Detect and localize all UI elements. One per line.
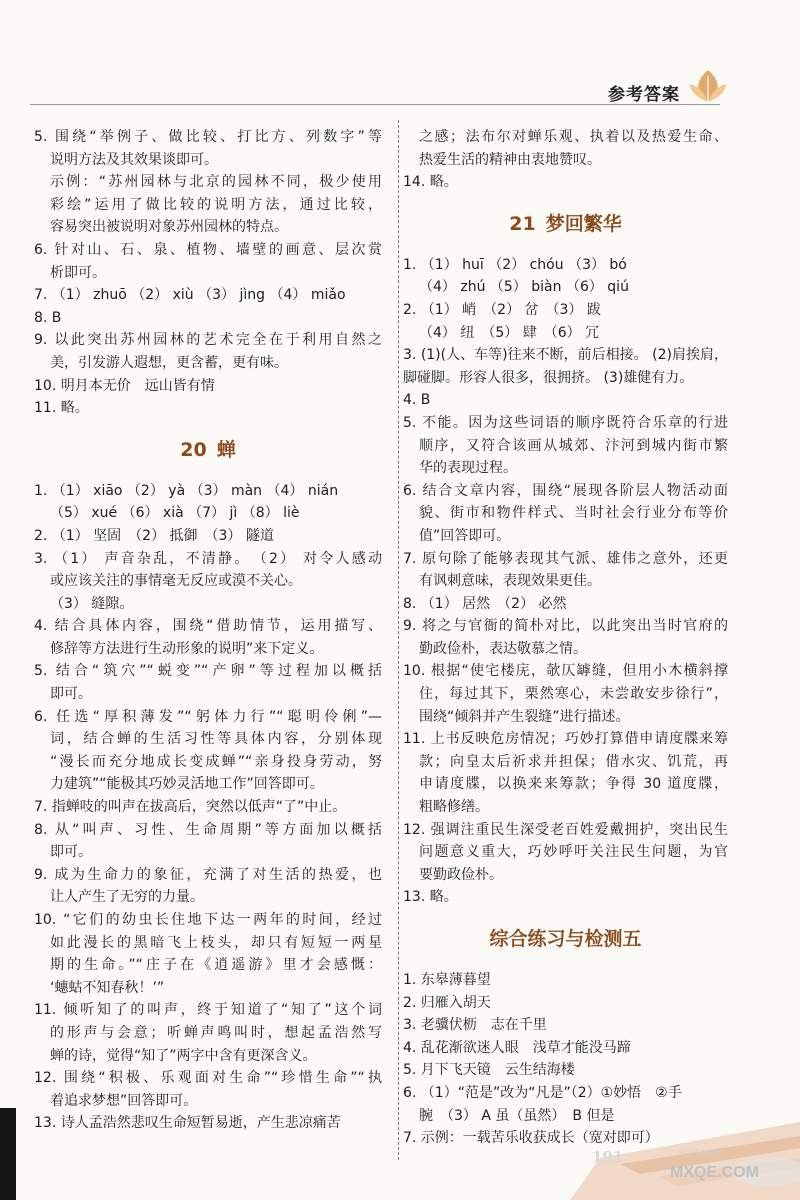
answer-line: 要勤政俭朴。 (419, 866, 503, 883)
answer-line: 6. （1）“范是”改为“凡是”（2）①妙悟 ②手 (403, 1084, 682, 1101)
answer-line: 1. 东皋薄暮望 (403, 972, 491, 988)
answer-line: 3. 老骥伏枥 志在千里 (403, 1017, 547, 1034)
answer-line: （3） 缝隙。 (50, 595, 134, 612)
answer-line: 8. 从“叫声、习性、生命周期”等方面加以概括 (34, 821, 382, 838)
answer-line: 蝉的诗，觉得“知了”两字中含有更深含义。 (50, 1047, 317, 1064)
answer-line: 问题意义重大，巧妙呼吁关注民生问题，为官 (419, 844, 728, 861)
answer-line: 5. 围绕“举例子、做比较、打比方、列数字”等 (34, 129, 382, 145)
header-rule (30, 104, 720, 105)
answer-line: 即可。 (50, 686, 92, 703)
answer-line: 14. 略。 (403, 174, 458, 191)
answer-line: 粗略修缮。 (419, 799, 489, 816)
answer-line: （4） zhú （5） biàn （6） qiú (419, 279, 629, 296)
answer-line: 说明方法及其效果谈即可。 (50, 151, 218, 168)
answer-line: 13. 略。 (403, 889, 458, 906)
footer-label: SUITANG (678, 1148, 721, 1158)
right-column (403, 126, 728, 1150)
section-number: 21 (509, 212, 536, 235)
section-number: 20 (180, 438, 207, 461)
answer-line: 9. 成为生命力的象征，充满了对生活的热爱，也 (34, 866, 382, 883)
answer-line: “漫长而充分地成长变成蝉”“亲身投身劳动，努 (50, 753, 382, 770)
answer-line: 修辞等方法进行生动形象的说明”来下定义。 (50, 640, 324, 657)
answer-line: 款；向皇太后祈求并担保；借水灾、饥荒，再 (419, 753, 728, 770)
answer-line: （4） 纽 （5） 肆 （6） 冗 (419, 324, 600, 341)
answer-line: 10. 明月本无价 远山皆有情 (34, 377, 215, 394)
answer-line: ‘蟪蛄不知春秋！’” (50, 979, 165, 996)
answer-line: 彩绘”运用了做比较的说明方法，通过比较， (50, 196, 382, 213)
answer-line: 5. 月下飞天镜 云生结海楼 (403, 1062, 575, 1079)
leaf-icon (688, 66, 728, 106)
answer-line: 之感；法布尔对蝉乐观、执着以及热爱生命、 (419, 129, 728, 145)
answer-line: 腕 （3） A 虽（虽然） B 但是 (419, 1107, 615, 1124)
answer-line: 3. (1)(人、车等)往来不断，前后相接。 (2)肩挨肩， (403, 347, 728, 364)
section-heading (403, 194, 728, 254)
answer-line: 2. 归雁入胡天 (403, 994, 491, 1011)
answer-line: 或应该关注的事情毫无反应或漠不关心。 (50, 573, 302, 590)
answer-line: 热爱生活的精神由衷地赞叹。 (419, 151, 601, 168)
answer-line: 华的表现过程。 (419, 460, 517, 477)
answer-line: 住，每过其下，栗然寒心，未尝敢安步徐行”， (419, 686, 728, 703)
answer-line: 貌、街市和物件样式、当时社会行业分布等价 (419, 505, 728, 522)
left-column (34, 126, 382, 1135)
answer-line: 1. （1） xiāo （2） yà （3） màn （4） nián (34, 482, 339, 499)
answer-line: 8. B (34, 309, 62, 326)
answer-line: 12. 围绕“积极、乐观面对生命”“珍惜生命”“执 (34, 1070, 382, 1087)
answer-line: 10. “它们的幼虫长住地下达一两年的时间，经过 (34, 912, 382, 928)
answer-line: 2. （1） 峭 （2） 岔 （3） 跋 (403, 301, 601, 318)
answer-line: 11. 倾听知了的叫声，终于知道了“知了”这个词 (34, 1002, 382, 1019)
answer-line: 9. 以此突出苏州园林的艺术完全在于利用自然之 (34, 332, 382, 349)
answer-line: （5） xué （6） xià （7） jì （8） liè (50, 505, 300, 522)
answer-line: 9. 将之与官衙的简朴对比，以此突出当时官府的 (403, 618, 728, 635)
answer-line: 让人产生了无穷的力量。 (50, 889, 204, 906)
section-heading (403, 909, 728, 969)
answer-line: 2. （1） 坚固 （2） 抵御 （3） 隧道 (34, 527, 274, 544)
section-title: 梦回繁华 (545, 212, 622, 235)
answer-line: 5. 不能。因为这些词语的顺序既符合乐章的行进 (403, 414, 728, 431)
answer-line: 围绕“倾斜并产生裂缝”进行描述。 (419, 708, 630, 725)
answer-line: 5. 结合“筑穴”“蜕变”“产卵”等过程加以概括 (34, 663, 382, 680)
answer-line: 10. 根据“使宅楼庑，欹仄罅缝，但用小木横斜撑 (403, 663, 728, 680)
answer-line: 11. 上书反映危房情况；巧妙打算借申请度牒来筹 (403, 731, 728, 748)
answer-line: 词，结合蝉的生活习性等具体内容，分别体现 (50, 731, 382, 748)
binding-edge (0, 1108, 16, 1200)
answer-line: 13. 诗人孟浩然悲叹生命短暂易逝，产生悲凉痛苦 (34, 1115, 341, 1132)
answer-line: 有讽刺意味，表现效果更佳。 (419, 573, 601, 590)
answer-line: 1. （1） huī （2） chóu （3） bó (403, 256, 627, 273)
answer-line: 3. （1） 声音杂乱，不清静。 （2） 对令人感动 (34, 550, 382, 567)
answer-line: 顺序，又符合该画从城郊、汴河到城内街市繁 (419, 437, 728, 454)
page-footer-decoration (560, 1088, 800, 1200)
answer-line: 的形声与会意；听蝉声鸣叫时，想起孟浩然写 (50, 1024, 382, 1041)
answer-line: 力建筑”“能极其巧妙灵活地工作”回答即可。 (50, 776, 324, 793)
answer-line: 12. 强调注重民生深受老百姓爱戴拥护，突出民生 (403, 821, 728, 838)
answer-line: 4. 结合具体内容，围绕“借助情节，运用描写、 (34, 618, 382, 635)
answer-line: 着追求梦想”回答即可。 (50, 1092, 198, 1109)
section-title: 蝉 (216, 438, 236, 461)
answer-line: 容易突出被说明对象苏州园林的特点。 (50, 219, 288, 236)
header-title: 参考答案 (608, 85, 680, 105)
answer-line: 值”回答即可。 (419, 527, 511, 544)
answer-line: 8. （1） 居然 （2） 必然 (403, 595, 567, 612)
answer-line: 6. 结合文章内容，围绕“展现各阶层人物活动面 (403, 482, 728, 499)
answer-line: 11. 略。 (34, 400, 89, 417)
answer-line: 7. 示例：一载苦乐收获成长（宽对即可） (403, 1130, 659, 1147)
page-number: 191 (592, 1148, 624, 1166)
section-heading (34, 420, 382, 480)
answer-line: 6. 针对山、石、泉、植物、墙壁的画意、层次赏 (34, 241, 382, 258)
answer-line: 即可。 (50, 844, 92, 861)
answer-line: 脚碰脚。形容人很多，很拥挤。 (3)雄健有力。 (403, 369, 694, 386)
answer-line: 析即可。 (50, 264, 106, 281)
answer-line: 4. 乱花渐欲迷人眼 浅草才能没马蹄 (403, 1039, 631, 1056)
watermark: MXQE.COM (670, 1164, 759, 1181)
answer-line: 美，引发游人遐想，更含蓄，更有味。 (50, 354, 288, 371)
answer-line: 期的生命。”“庄子在《逍遥游》里才会感慨： (50, 957, 382, 974)
answer-line: 7. 原句除了能够表现其气派、雄伟之意外，还更 (403, 550, 728, 567)
answer-line: 4. B (403, 392, 431, 409)
column-divider (398, 120, 399, 1160)
answer-line: 申请度牒，以换来来筹款；争得 30 道度牒， (419, 776, 728, 793)
section-title: 综合练习与检测五 (489, 928, 642, 950)
answer-line: 7. （1） zhuō （2） xiù （3） jìng （4） miǎo (34, 287, 346, 304)
answer-line: 示例：“苏州园林与北京的园林不同，极少使用 (50, 174, 382, 191)
answer-line: 6. 任选“厚积薄发”“躬体力行”“聪明伶俐”— (34, 708, 382, 725)
answer-line: 勤政俭朴，表达敬慕之情。 (419, 640, 587, 657)
answer-line: 如此漫长的黑暗飞上枝头，却只有短短一两星 (50, 934, 382, 951)
answer-line: 7. 指蝉吱的叫声在拔高后，突然以低声“了”中止。 (34, 799, 347, 816)
